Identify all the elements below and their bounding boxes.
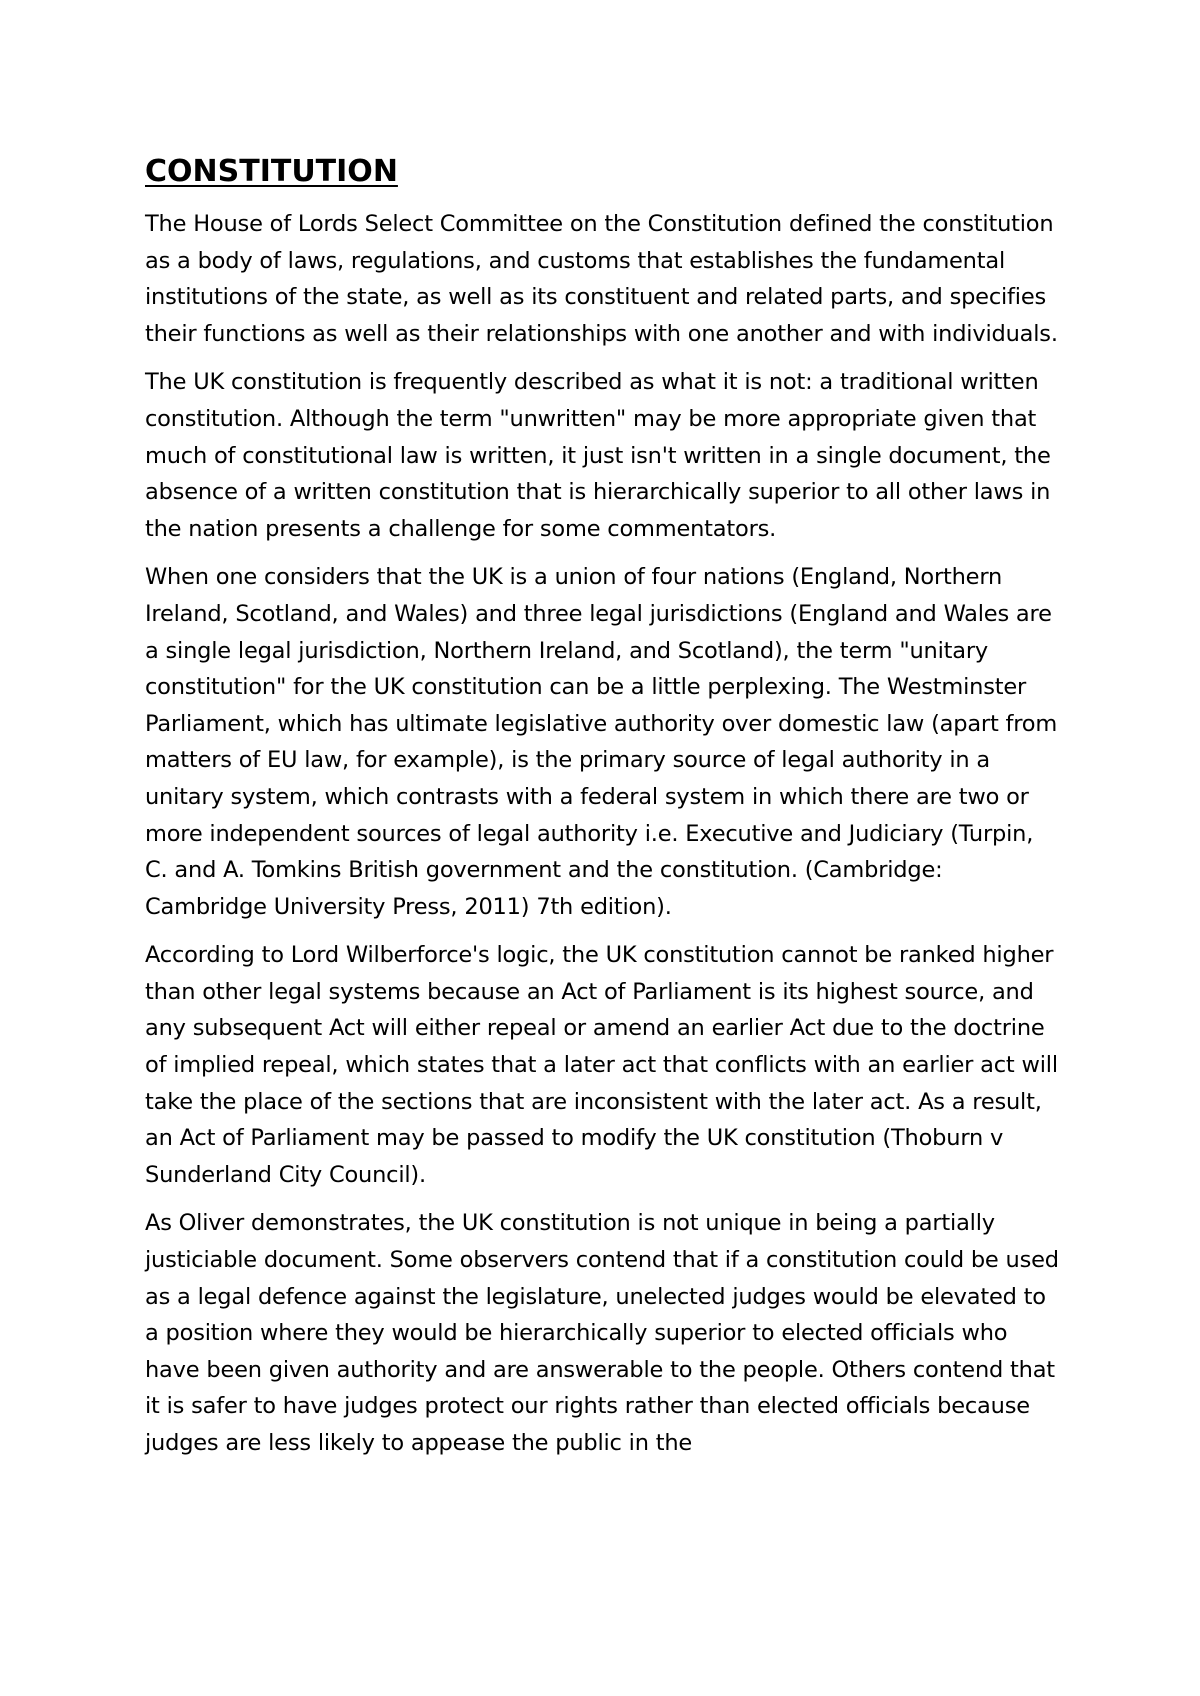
paragraph-1: The House of Lords Select Committee on the Constitution defined the constitution as a body of laws, regulations, and customs that establishes the fundamental institutions of the state, as well as its constituent and related parts, and specifies their functions as well as their relationships with one another and with individuals. [145,211,1058,347]
paragraph-3: When one considers that the UK is a union of four nations (England, Northern Ireland, Scotland, and Wales) and three legal jurisdictions (England and Wales are a single legal jurisdiction, Northern Ireland, and Scotland), the term "unitary constitution" for the UK constitution can be a little perplexing. The Westminster Parliament, which has ultimate legislative authority over domestic law (apart from matters of EU law, for example), is the primary source of legal authority in a unitary system, which contrasts with a federal system in which there are two or more independent sources of legal authority i.e. Executive and Judiciary (Turpin, C. and A. Tomkins British government and the constitution. (Cambridge: Cambridge University Press, 2011) 7th edition). [145,564,1058,920]
paragraph-5: As Oliver demonstrates, the UK constitution is not unique in being a partially justiciable document. Some observers contend that if a constitution could be used as a legal defence against the legislature, unelected judges would be elevated to a position where they would be hierarchically superior to elected officials who have been given authority and are answerable to the people. Others contend that it is safer to have judges protect our rights rather than elected officials because judges are less likely to appease the public in the [145,1210,1059,1456]
paragraph-2: The UK constitution is frequently described as what it is not: a traditional written constitution. Although the term "unwritten" may be more appropriate given that much of constitutional law is written, it just isn't written in a single document, the absence of a written constitution that is hierarchically superior to all other laws in the nation presents a challenge for some commentators. [145,369,1051,542]
paragraph-4: According to Lord Wilberforce's logic, the UK constitution cannot be ranked higher than other legal systems because an Act of Parliament is its highest source, and any subsequent Act will either repeal or amend an earlier Act due to the doctrine of implied repeal, which states that a later act that conflicts with an earlier act will take the place of the sections that are inconsistent with the later act. As a result, an Act of Parliament may be passed to modify the UK constitution (Thoburn v Sunderland City Council). [145,942,1058,1188]
document-title: CONSTITUTION [145,154,398,189]
document-body [145,150,1060,1474]
